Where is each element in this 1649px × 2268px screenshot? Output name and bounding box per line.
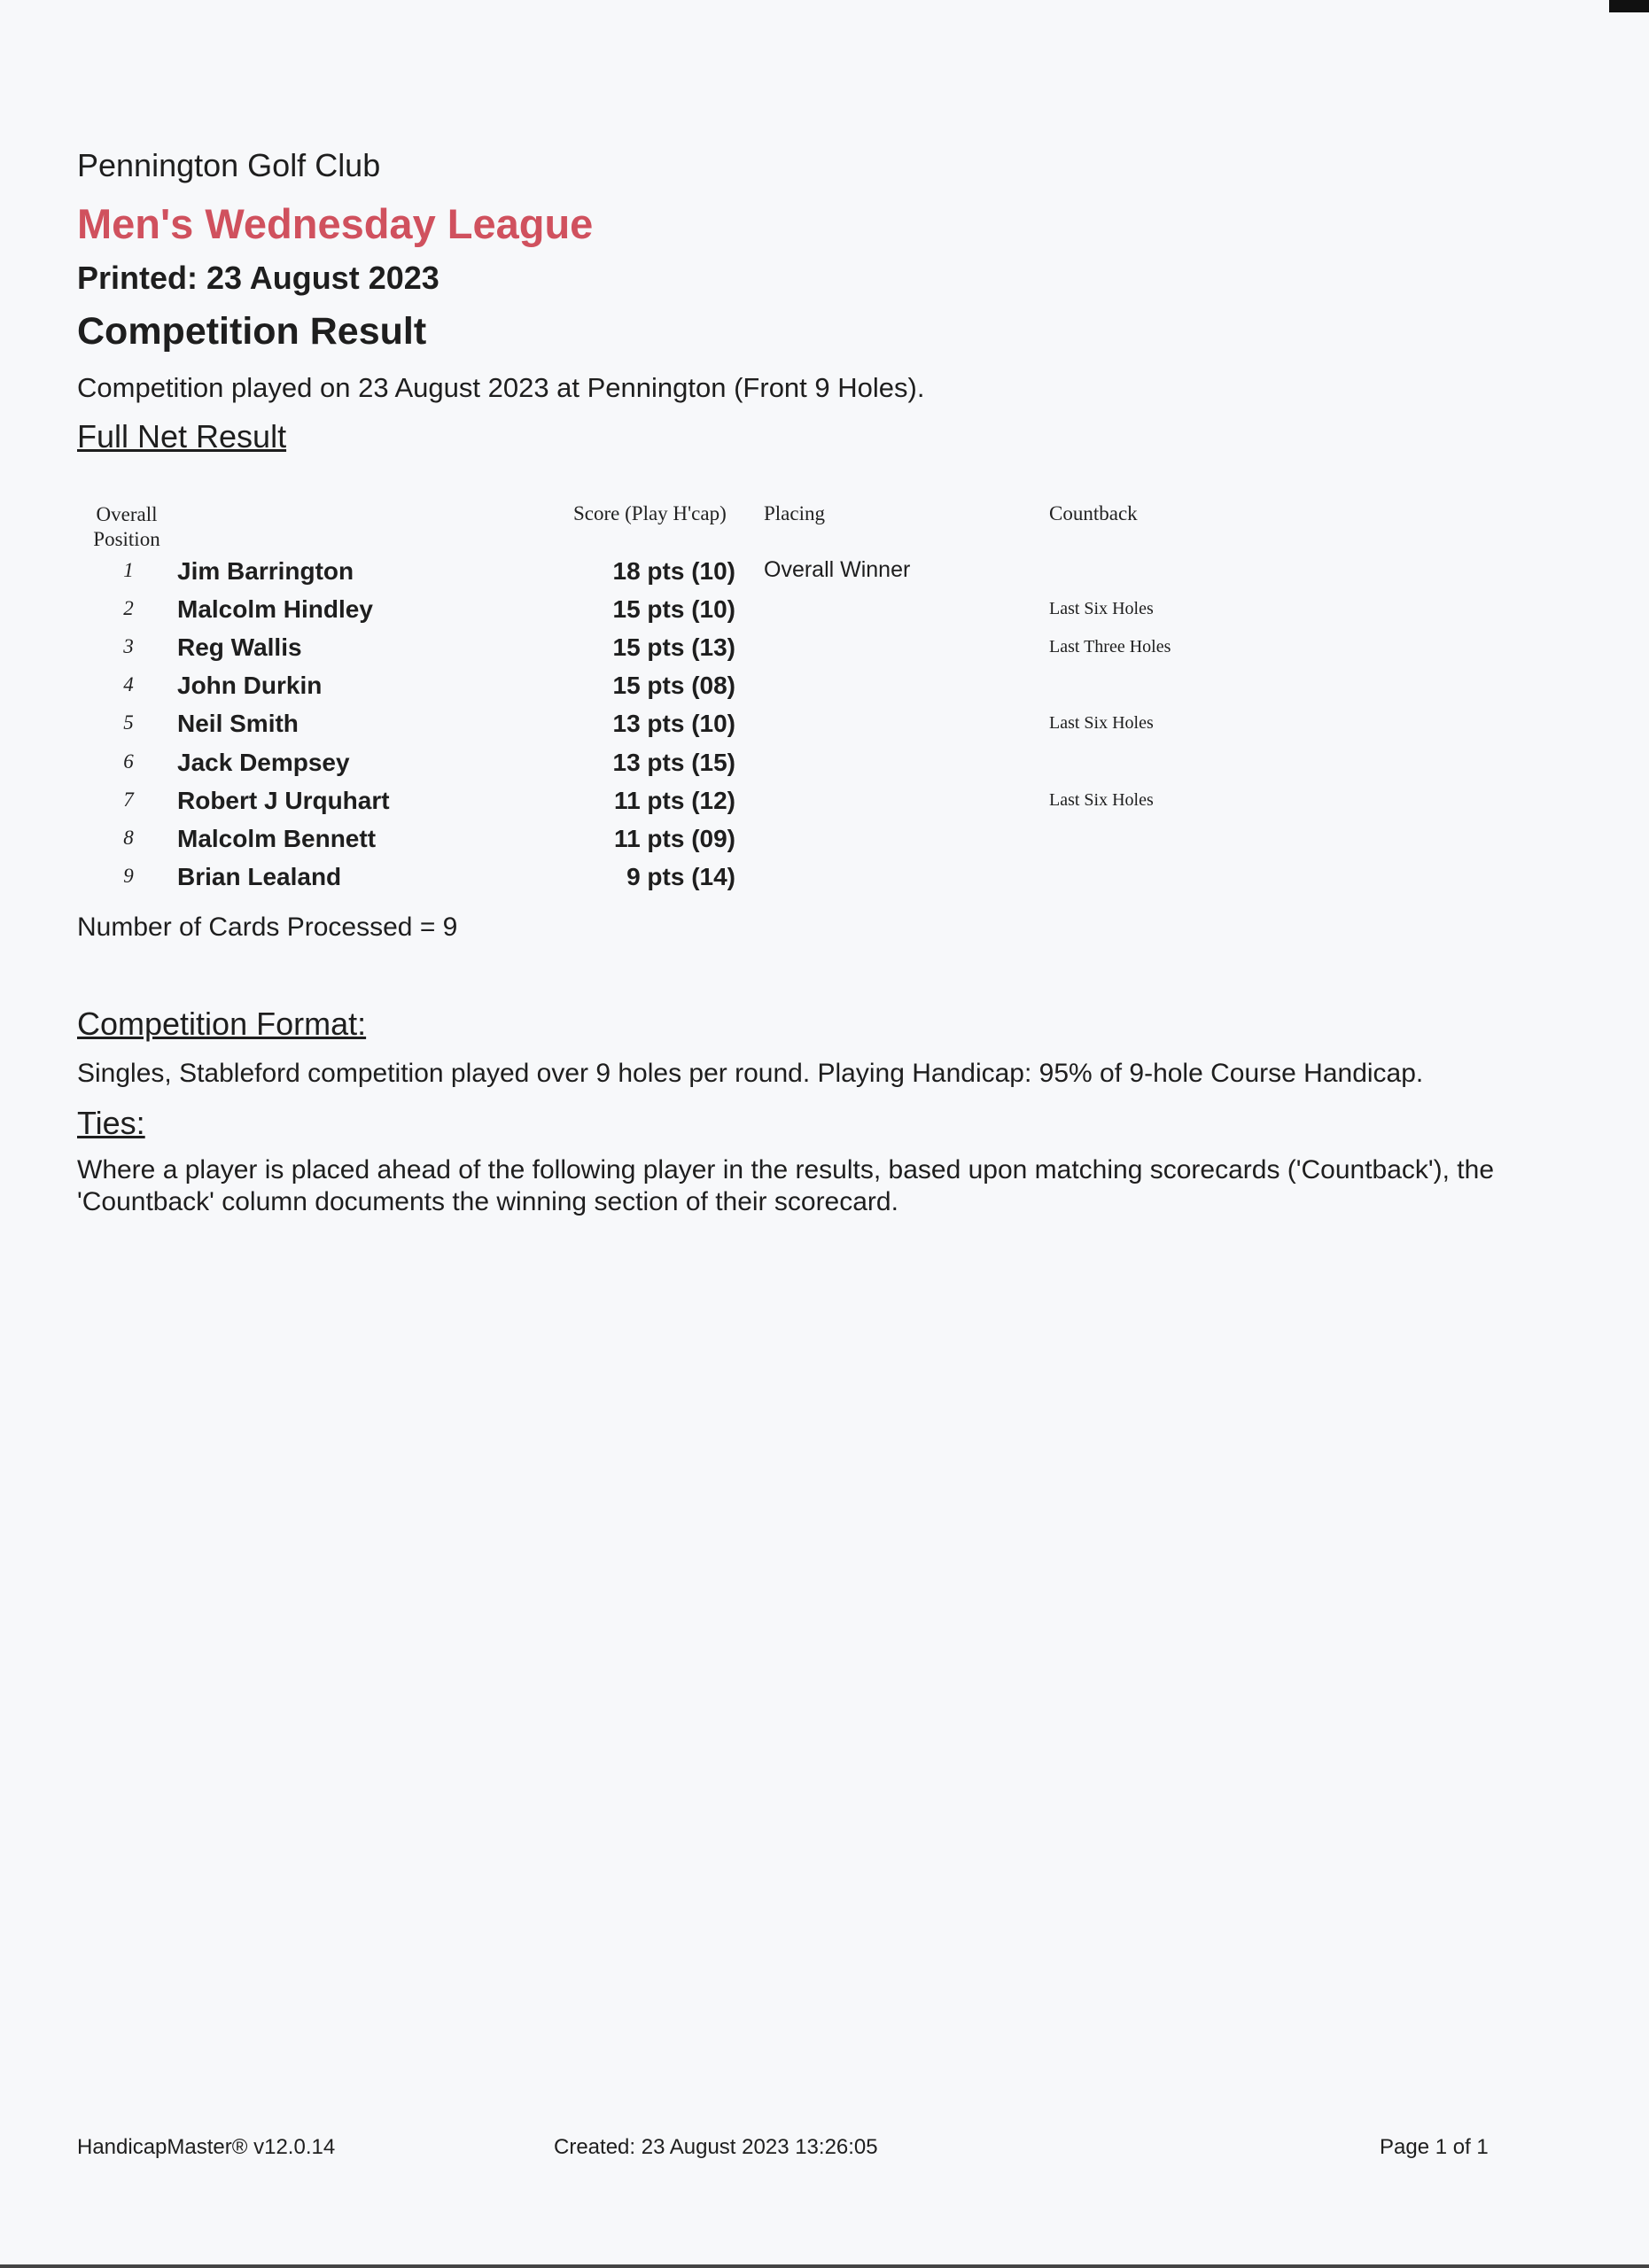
row-player-name: Robert J Urquhart	[177, 787, 390, 814]
row-placing: Overall Winner	[764, 557, 911, 582]
row-score: 13 pts (15)	[612, 749, 735, 776]
column-header-placing: Placing	[764, 502, 825, 524]
row-player-name: Neil Smith	[177, 710, 299, 737]
printed-date: Printed: 23 August 2023	[77, 260, 439, 296]
row-player-name: Reg Wallis	[177, 633, 302, 661]
column-header-countback: Countback	[1049, 502, 1138, 524]
column-header-position: Overall Position	[93, 503, 160, 550]
section-heading-format: Competition Format:	[77, 1006, 367, 1042]
row-score: 18 pts (10)	[612, 557, 735, 585]
cards-processed: Number of Cards Processed = 9	[77, 913, 458, 942]
row-countback: Last Three Holes	[1049, 637, 1171, 656]
row-position: 4	[123, 673, 134, 695]
row-player-name: Jack Dempsey	[177, 749, 350, 776]
row-position: 2	[123, 597, 134, 619]
row-score: 13 pts (10)	[612, 710, 735, 737]
section-heading-full-net: Full Net Result	[77, 418, 287, 454]
row-countback: Last Six Holes	[1049, 713, 1154, 733]
row-score: 15 pts (10)	[612, 595, 735, 623]
row-countback: Last Six Holes	[1049, 599, 1154, 618]
format-description: Singles, Stableford competition played over 9 holes per round. Playing Handicap: 95% of 9-hole Course Handicap.	[77, 1059, 1424, 1088]
table-row	[0, 859, 1649, 897]
row-position: 1	[123, 559, 134, 581]
row-player-name: Malcolm Hindley	[177, 595, 373, 623]
table-row	[0, 630, 1649, 668]
scan-corner-mark	[1609, 0, 1649, 12]
row-position: 3	[123, 635, 134, 657]
row-score: 9 pts (14)	[626, 863, 735, 890]
table-row	[0, 783, 1649, 821]
row-score: 11 pts (12)	[614, 787, 735, 814]
column-header-score: Score (Play H'cap)	[573, 502, 727, 524]
footer-created-timestamp: Created: 23 August 2023 13:26:05	[554, 2135, 878, 2159]
club-name: Pennington Golf Club	[77, 147, 381, 183]
row-score: 15 pts (13)	[612, 633, 735, 661]
row-countback: Last Six Holes	[1049, 790, 1154, 810]
row-player-name: Brian Lealand	[177, 863, 342, 890]
row-position: 8	[123, 827, 134, 849]
row-player-name: Malcolm Bennett	[177, 825, 377, 852]
row-score: 11 pts (09)	[614, 825, 735, 852]
row-position: 7	[123, 788, 134, 811]
row-position: 5	[123, 711, 134, 734]
section-heading-ties: Ties:	[77, 1105, 145, 1141]
table-row	[0, 668, 1649, 706]
footer-software-version: HandicapMaster® v12.0.14	[77, 2135, 336, 2159]
league-title: Men's Wednesday League	[77, 200, 594, 247]
table-row	[0, 706, 1649, 744]
row-player-name: Jim Barrington	[177, 557, 354, 585]
footer-page-number: Page 1 of 1	[1380, 2135, 1489, 2159]
row-score: 15 pts (08)	[612, 672, 735, 699]
row-position: 9	[123, 865, 134, 887]
page-title: Competition Result	[77, 310, 427, 353]
ties-description: Where a player is placed ahead of the following player in the results, based upon matching scorecards ('Countback'), the 'Countback' column documents the winning section of their scorecard.	[77, 1155, 1495, 1216]
table-row	[0, 745, 1649, 783]
row-player-name: John Durkin	[177, 672, 323, 699]
scan-bottom-edge	[0, 2264, 1649, 2268]
row-position: 6	[123, 750, 134, 773]
competition-details: Competition played on 23 August 2023 at Pennington (Front 9 Holes).	[77, 372, 925, 403]
table-row	[0, 592, 1649, 630]
table-row	[0, 821, 1649, 859]
table-row	[0, 554, 1649, 592]
